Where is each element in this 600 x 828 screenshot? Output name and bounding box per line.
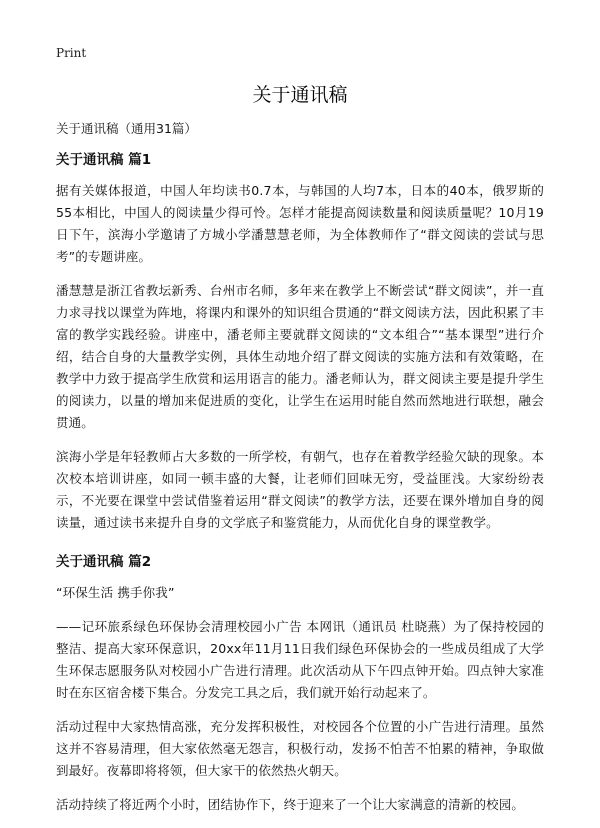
section-2 [56, 552, 544, 816]
section-heading: 关于通讯稿 篇2 [56, 554, 152, 570]
document-subtitle: 关于通讯稿（通用31篇） [56, 121, 197, 136]
paragraph: 滨海小学是年轻教师占大多数的一所学校，有朝气，也存在着教学经验欠缺的现象。本次校本培训讲座，如同一顿丰盛的大餐，让老师们回味无穷，受益匪浅。大家纷纷表示，不光要在课堂中尝试借鉴着运用“群文阅读”的教学方法，还要在课外增加自身的阅读量，通过读书来提升自身的文学底子和鉴赏能力，从而优化自身的课堂教学。 [56, 449, 544, 530]
document-title: 关于通讯稿 [252, 84, 348, 106]
paragraph: 据有关媒体报道，中国人年均读书0.7本，与韩国的人均7本，日本的40本，俄罗斯的55本相比，中国人的阅读量少得可怜。怎样才能提高阅读数量和阅读质量呢？10月19日下午，滨海小学邀请了方城小学潘慧慧老师，为全体教师作了“群文阅读的尝试与思考”的专题讲座。 [56, 183, 544, 264]
section-1 [56, 150, 544, 534]
section-heading: 关于通讯稿 篇1 [56, 152, 152, 168]
paragraph: ——记环旅系绿色环保协会清理校园小广告 本网讯（通讯员 杜晓燕）为了保持校园的整洁、提高大家环保意识，20xx年11月11日我们绿色环保协会的一些成员组成了大学生环保志愿服务队对校园小广告进行清理。此次活动从下午四点钟开始。四点钟大家准时在东区宿舍楼下集合。分发完工具之后，我们就开始行动起来了。 [56, 619, 544, 700]
paragraph: 活动持续了将近两个小时，团结协作下，终于迎来了一个让大家满意的清新的校园。 [56, 797, 525, 812]
paragraph: “环保生活 携手你我” [56, 585, 175, 600]
paragraph: 活动过程中大家热情高涨，充分发挥积极性，对校园各个位置的小广告进行清理。虽然这并不容易清理，但大家依然毫无怨言，积极行动，发扬不怕苦不怕累的精神，争取做到最好。夜幕即将将领，但大家干的依然热火朝天。 [56, 719, 544, 778]
document-body [56, 120, 544, 828]
print-link[interactable]: Print [56, 46, 87, 60]
paragraph: 潘慧慧是浙江省教坛新秀、台州市名师，多年来在教学上不断尝试“群文阅读”，并一直力求寻找以课堂为阵地，将课内和课外的知识组合贯通的“群文阅读方法，因此积累了丰富的教学实践经验。讲座中，潘老师主要就群文阅读的“文本组合”“基本课型”进行介绍，结合自身的大量教学实例，具体生动地介绍了群文阅读的实施方法和有效策略，在教学中力致于提高学生欣赏和运用语言的能力。潘老师认为，群文阅读主要是提升学生的阅读力，以量的增加来促进质的变化，让学生在运用时能自然而然地进行联想，融会贯通。 [56, 283, 544, 430]
